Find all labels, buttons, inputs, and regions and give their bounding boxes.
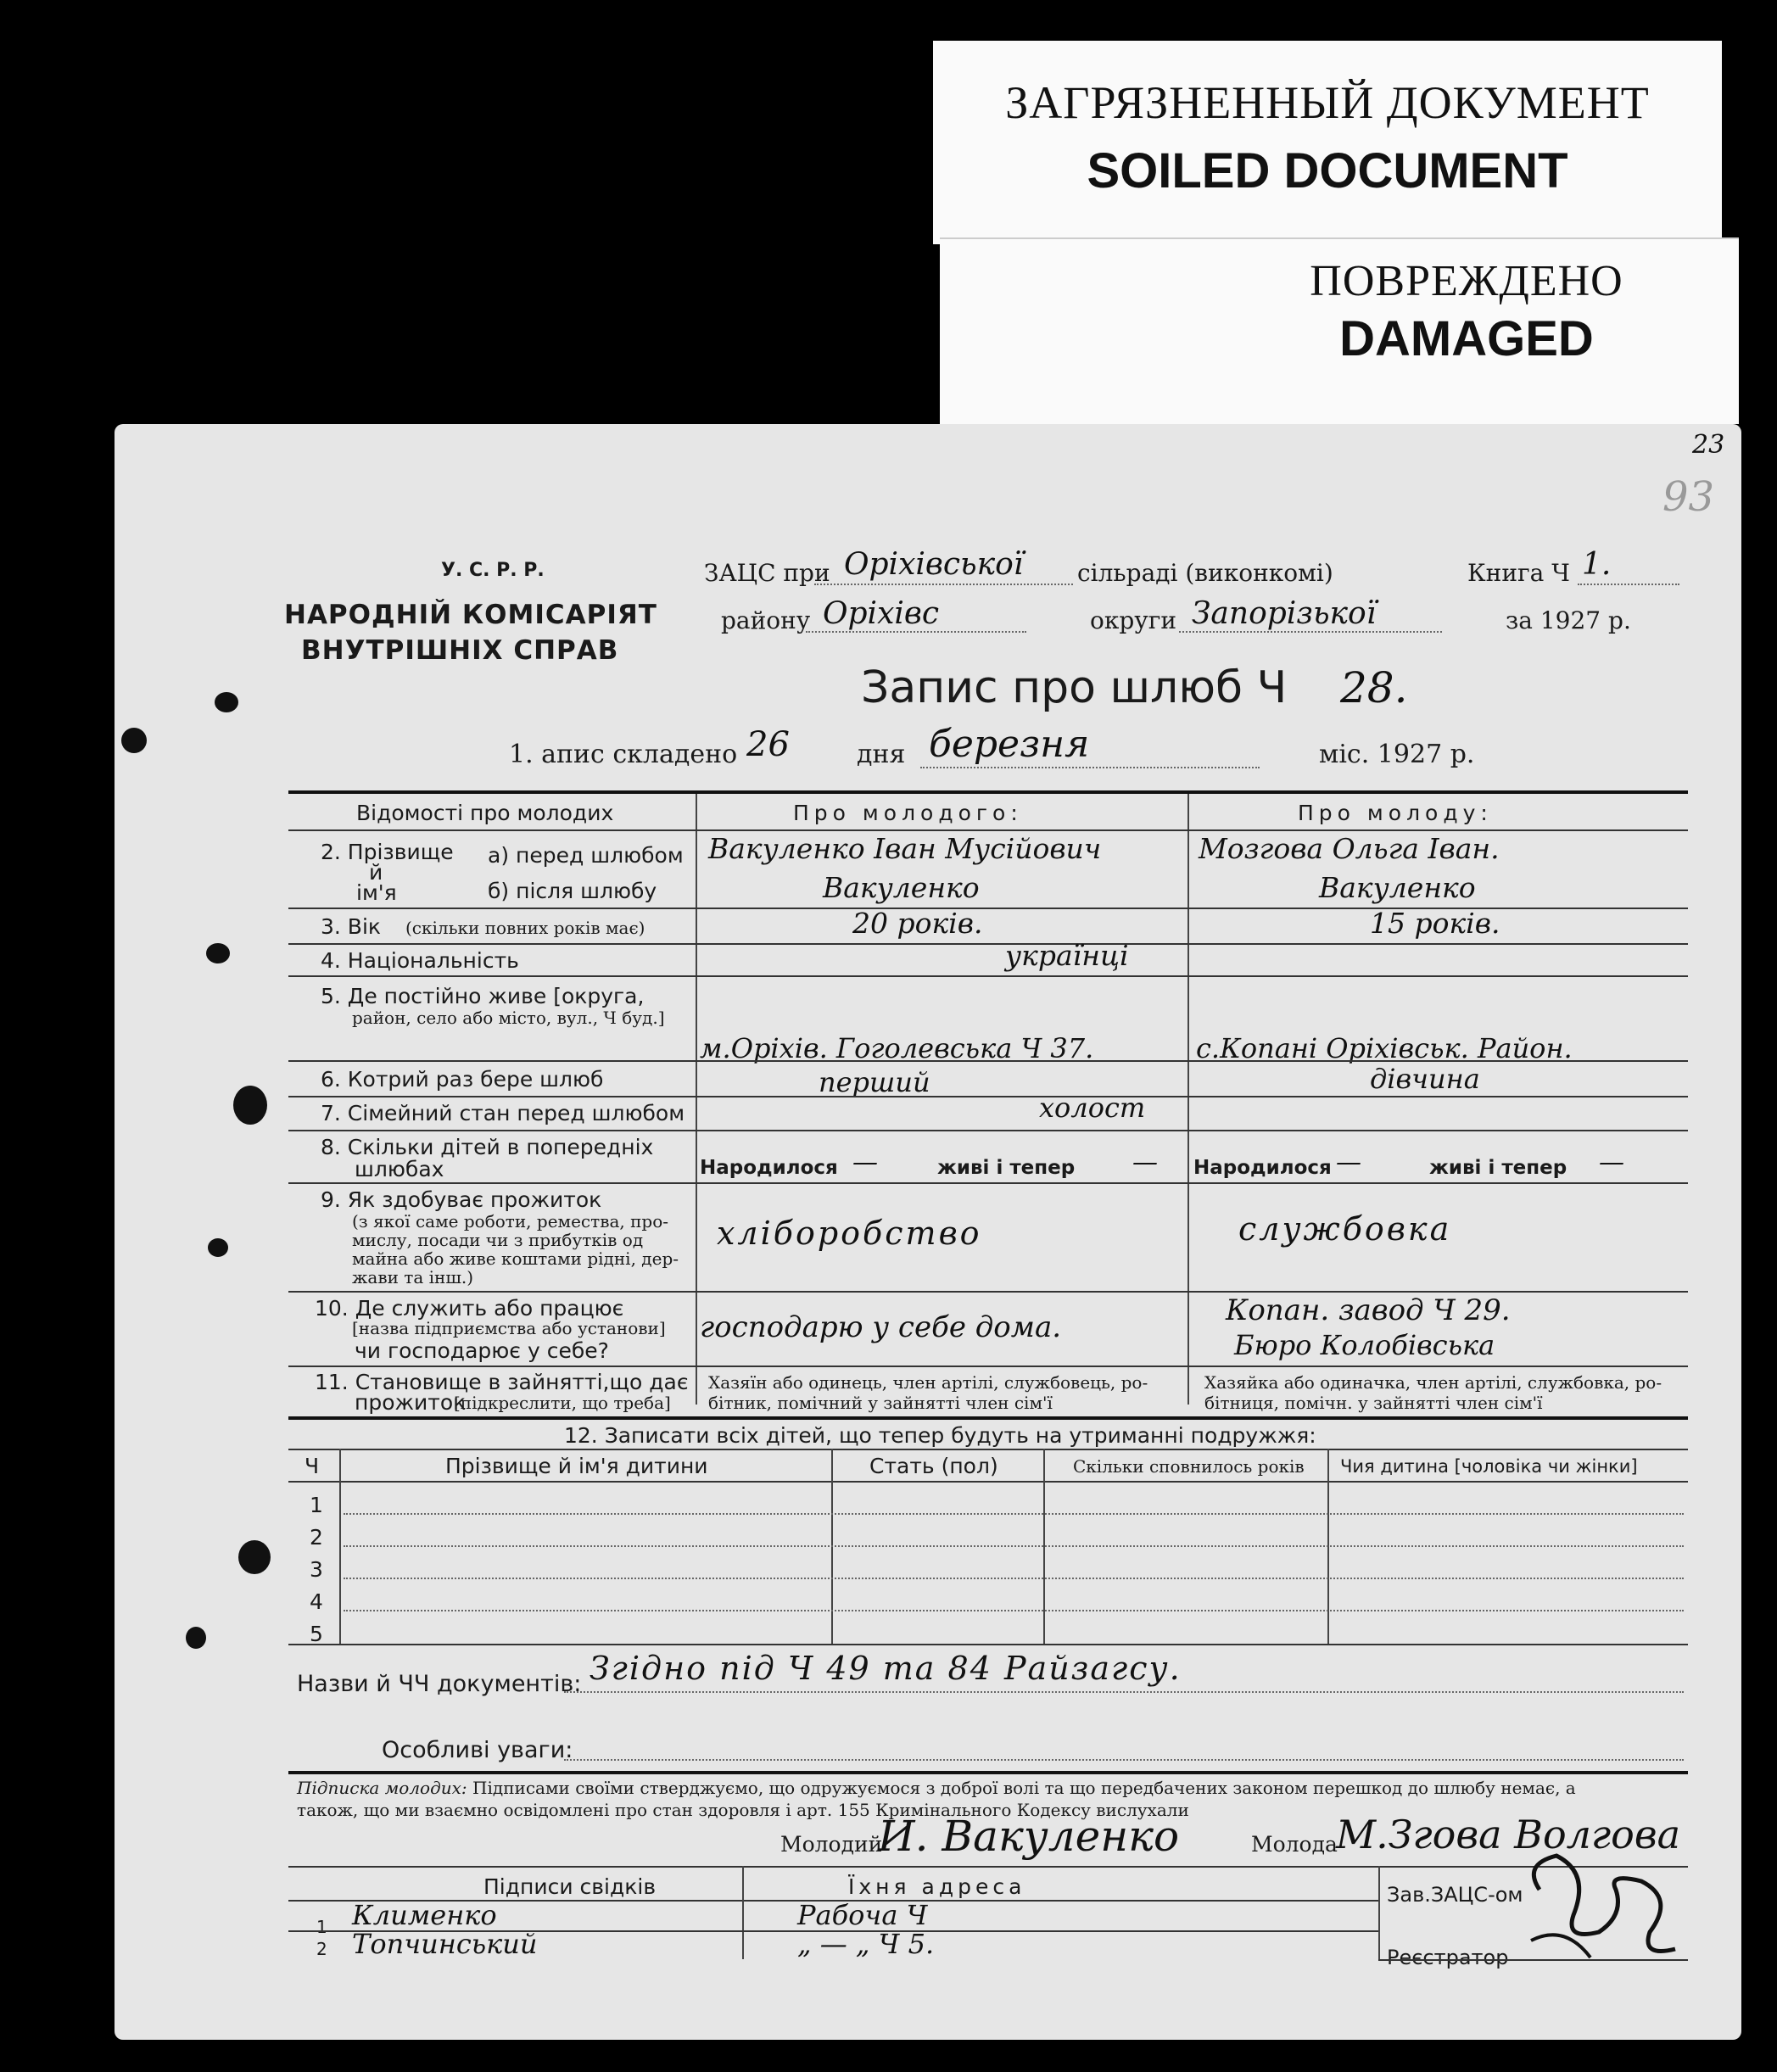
record-number-handwritten: 28. xyxy=(1340,663,1408,712)
year-label: за 1927 р. xyxy=(1506,606,1631,634)
item1-day-label: дня xyxy=(857,740,906,769)
soiled-label-ru: ЗАГРЯЗНЕННЫЙ ДОКУМЕНТ xyxy=(1005,77,1650,128)
soiled-document-sticker xyxy=(933,41,1722,244)
item1-dotted-line xyxy=(920,767,1260,768)
child-row-3-line xyxy=(344,1578,1684,1579)
commissariat-line-2: ВНУТРІШНІХ СПРАВ xyxy=(301,635,619,666)
groom-status-options-2: бітник, помічний у зайнятті член сім'ї xyxy=(708,1393,1053,1413)
zags-dotted-line xyxy=(814,584,1073,585)
witness-divider xyxy=(742,1866,744,1959)
children-header-rule xyxy=(288,1481,1688,1483)
bride-workplace-2: Бюро Колобівська xyxy=(1234,1329,1495,1361)
child-row-3-num: 3 xyxy=(310,1557,323,1582)
documents-dotted-line xyxy=(564,1691,1684,1693)
children-col-sex: Стать (пол) xyxy=(869,1454,998,1478)
groom-workplace: господарю у себе дома. xyxy=(700,1310,1062,1344)
child-row-4-line xyxy=(344,1610,1684,1611)
punch-hole-2 xyxy=(121,728,147,753)
row5-rule xyxy=(288,1060,1688,1062)
row10-rule xyxy=(288,1366,1688,1367)
bride-status-options-2: бітниця, помічн. у зайнятті член сім'ї xyxy=(1204,1393,1543,1413)
row10-label-2: [назва підприємства або установи] xyxy=(352,1318,666,1338)
row7-rule xyxy=(288,1130,1688,1131)
witness-2-address: „ — „ Ч 5. xyxy=(797,1928,935,1960)
bride-workplace: Копан. завод Ч 29. xyxy=(1226,1293,1511,1327)
registrar-signature xyxy=(1514,1839,1701,1974)
row4-rule xyxy=(288,975,1688,977)
item1-day-handwritten: 26 xyxy=(746,725,790,764)
okrugy-dotted-line xyxy=(1179,631,1442,633)
soiled-label-en: SOILED DOCUMENT xyxy=(1087,143,1568,198)
punch-hole-3 xyxy=(206,943,230,963)
children-col-num: Ч xyxy=(305,1454,320,1478)
row4-label: 4. Національність xyxy=(321,948,519,973)
row6-label: 6. Котрий раз бере шлюб xyxy=(321,1067,604,1092)
children-col-name: Прізвище й ім'я дитини xyxy=(445,1454,708,1478)
col-groom-header: Про молодого: xyxy=(793,801,1023,825)
children-top-rule xyxy=(288,1449,1688,1450)
row9-label-3: мислу, посади чи з прибутків од xyxy=(352,1230,644,1250)
punch-hole-4 xyxy=(233,1086,267,1125)
signature-declaration-2: також, що ми взаємно освідомлені про стан здоровля і арт. 155 Кримінального Кодексу вислухали xyxy=(297,1800,1189,1820)
groom-alive-value: — xyxy=(1132,1148,1158,1177)
groom-age: 20 років. xyxy=(852,907,983,940)
bride-age: 15 років. xyxy=(1370,907,1500,940)
bride-alive-value: — xyxy=(1599,1148,1624,1177)
witness-2-name: Топчинський xyxy=(352,1928,538,1960)
witness-1-address: Рабоча Ч xyxy=(797,1899,928,1931)
groom-marital-status: холост xyxy=(1039,1092,1146,1124)
children-bottom-rule xyxy=(288,1644,1688,1645)
item1-label: 1. апис складено xyxy=(509,740,738,769)
silradi-label: сільраді (виконкомі) xyxy=(1077,559,1333,587)
book-number-handwritten: 1. xyxy=(1582,547,1612,582)
documents-label: Назви й ЧЧ документів: xyxy=(297,1671,582,1697)
row11-label-2: прожиток xyxy=(355,1390,467,1415)
notes-label: Особливі уваги: xyxy=(382,1737,573,1763)
row2-after-label: б) після шлюбу xyxy=(488,879,657,903)
groom-alive-label: живі і тепер xyxy=(937,1157,1076,1179)
bride-alive-label: живі і тепер xyxy=(1429,1157,1567,1179)
groom-residence: м.Оріхів. Гоголевська Ч 37. xyxy=(700,1032,1094,1064)
groom-signature: И. Вакуленко xyxy=(878,1812,1180,1861)
row3-rule xyxy=(288,943,1688,945)
groom-name-after: Вакуленко xyxy=(823,871,980,904)
row2-before-label: а) перед шлюбом xyxy=(488,843,684,868)
bride-residence: с.Копані Оріхівськ. Район. xyxy=(1196,1032,1573,1064)
signature-top-rule xyxy=(288,1771,1688,1774)
row10-label: 10. Де служить або працює xyxy=(315,1296,624,1321)
groom-marriage-count: перший xyxy=(819,1066,930,1098)
row11-label: 11. Становище в зайнятті,що дає xyxy=(315,1370,689,1394)
child-row-2-line xyxy=(344,1545,1684,1547)
bride-signature: М.Згова Волгова xyxy=(1336,1812,1681,1857)
row6-rule xyxy=(288,1096,1688,1097)
damaged-label-ru: ПОВРЕЖДЕНО xyxy=(1310,257,1623,305)
groom-sign-label: Молодий xyxy=(780,1832,883,1857)
raion-label: району xyxy=(721,606,811,634)
table-divider-2 xyxy=(1187,794,1189,1405)
witness-1-name: Клименко xyxy=(352,1899,497,1931)
raion-dotted-line xyxy=(806,631,1026,633)
row2-label: 2. Прізвище xyxy=(321,840,454,864)
table-divider-1 xyxy=(696,794,697,1405)
signature-declaration-body: Підписами своїми стверджуємо, що одружуємося з доброї волі та що передбачених законом перешкод до шлюбу немає, а xyxy=(467,1778,1576,1798)
notes-dotted-line xyxy=(564,1759,1684,1761)
witness-registrar-divider xyxy=(1378,1866,1380,1959)
child-row-1-num: 1 xyxy=(310,1493,323,1517)
zags-prefix: ЗАЦС при xyxy=(704,559,830,587)
punch-hole-6 xyxy=(238,1540,271,1574)
row9-label-5: жави та інш.) xyxy=(352,1267,474,1287)
row7-label: 7. Сімейний стан перед шлюбом xyxy=(321,1101,685,1125)
item1-month-handwritten: березня xyxy=(929,723,1090,766)
signature-declaration xyxy=(297,1779,1576,1796)
punch-hole-1 xyxy=(215,692,238,712)
signature-bottom-rule xyxy=(288,1866,1688,1868)
groom-livelihood: хліборобство xyxy=(717,1215,982,1252)
table-bottom-rule xyxy=(288,1416,1688,1420)
row9-label: 9. Як здобуває прожиток xyxy=(321,1187,602,1212)
witness-2-num: 2 xyxy=(316,1939,327,1959)
row9-label-4: майна або живе коштами рідні, дер- xyxy=(352,1248,679,1269)
book-dotted-line xyxy=(1578,584,1679,585)
okrugy-handwritten: Запорізької xyxy=(1192,596,1377,631)
child-row-1-line xyxy=(344,1513,1684,1515)
raion-handwritten: Оріхівс xyxy=(823,596,940,631)
groom-name-before: Вакуленко Іван Мусійович xyxy=(708,832,1102,865)
bride-sign-label: Молода xyxy=(1251,1832,1338,1857)
children-col-whose: Чия дитина [чоловіка чи жінки] xyxy=(1340,1456,1638,1477)
witness-1-num: 1 xyxy=(316,1917,327,1937)
child-row-4-num: 4 xyxy=(310,1589,323,1614)
children-col-age: Скільки сповнилось років xyxy=(1073,1456,1305,1477)
bride-livelihood: службовка xyxy=(1238,1210,1452,1248)
documents-value: Згідно під Ч 49 та 84 Райзагсу. xyxy=(590,1650,1182,1687)
groom-born-label: Народилося xyxy=(700,1157,838,1179)
row9-label-2: (з якої саме роботи, ремества, про- xyxy=(352,1211,669,1231)
zags-name-handwritten: Оріхівської xyxy=(844,547,1024,582)
witness-col-address: Їхня адреса xyxy=(848,1874,1026,1899)
record-title: Запис про шлюб Ч xyxy=(861,662,1288,713)
marriage-record-sheet xyxy=(115,424,1741,2040)
children-title: 12. Записати всіх дітей, що тепер будуть на утриманні подружжя: xyxy=(564,1423,1316,1448)
bride-name-before: Мозгова Ольга Іван. xyxy=(1199,832,1500,865)
nationality: українці xyxy=(1005,939,1129,972)
row3-note: (скільки повних років має) xyxy=(405,918,645,938)
book-label: Книга Ч xyxy=(1467,559,1570,587)
table-top-rule xyxy=(288,790,1688,794)
okrugy-label: округи xyxy=(1090,606,1177,634)
zags-head-label: Зав.ЗАЦС-ом xyxy=(1387,1883,1523,1907)
damaged-label-en: DAMAGED xyxy=(1339,311,1594,366)
row2-label-3: ім'я xyxy=(356,880,397,905)
col-bride-header: Про молоду: xyxy=(1298,801,1493,825)
bride-status-options: Хазяйка або одиначка, член артілі, службовка, ро- xyxy=(1204,1372,1662,1393)
row9-rule xyxy=(288,1291,1688,1293)
damaged-document-sticker xyxy=(940,237,1739,424)
registrar-bottom-rule xyxy=(1378,1959,1688,1961)
row5-label: 5. Де постійно живе [округа, xyxy=(321,984,645,1008)
bride-born-label: Народилося xyxy=(1193,1157,1332,1179)
bride-name-after: Вакуленко xyxy=(1319,871,1476,904)
row11-note: [підкреслити, що треба] xyxy=(454,1393,671,1413)
child-row-5-num: 5 xyxy=(310,1622,323,1646)
corner-number-1: 23 xyxy=(1692,430,1725,460)
registrar-label: Реєстратор xyxy=(1387,1946,1509,1969)
item1-month-label: міс. 1927 р. xyxy=(1319,740,1475,769)
corner-number-2: 93 xyxy=(1662,473,1715,521)
groom-status-options: Хазяїн або одинець, член артілі, службовець, ро- xyxy=(708,1372,1148,1393)
header-row-rule xyxy=(288,829,1688,831)
punch-hole-5 xyxy=(208,1238,228,1257)
children-divider-1 xyxy=(339,1449,341,1644)
witness-col-sign: Підписи свідків xyxy=(483,1874,657,1899)
bride-born-value: — xyxy=(1336,1148,1361,1177)
row8-label-2: шлюбах xyxy=(355,1157,444,1181)
punch-hole-7 xyxy=(186,1627,206,1649)
signature-declaration-lead: Підписка молодих: xyxy=(297,1778,467,1798)
row2-label-2: й xyxy=(369,860,383,885)
groom-born-value: — xyxy=(852,1148,878,1177)
commissariat-line-1: НАРОДНІЙ КОМІСАРІЯТ xyxy=(284,600,657,630)
row8-label: 8. Скільки дітей в попередніх xyxy=(321,1135,654,1159)
child-row-2-num: 2 xyxy=(310,1525,323,1550)
bride-marital-status: дівчина xyxy=(1370,1063,1480,1095)
row3-label: 3. Вік xyxy=(321,914,381,939)
row5-label-2: район, село або місто, вул., Ч буд.] xyxy=(352,1008,665,1028)
row10-label-3: чи господарює у себе? xyxy=(355,1338,609,1363)
ussr-heading: У. С. Р. Р. xyxy=(441,560,545,581)
row8-rule xyxy=(288,1182,1688,1184)
col-info-header: Відомості про молодих xyxy=(356,801,614,825)
